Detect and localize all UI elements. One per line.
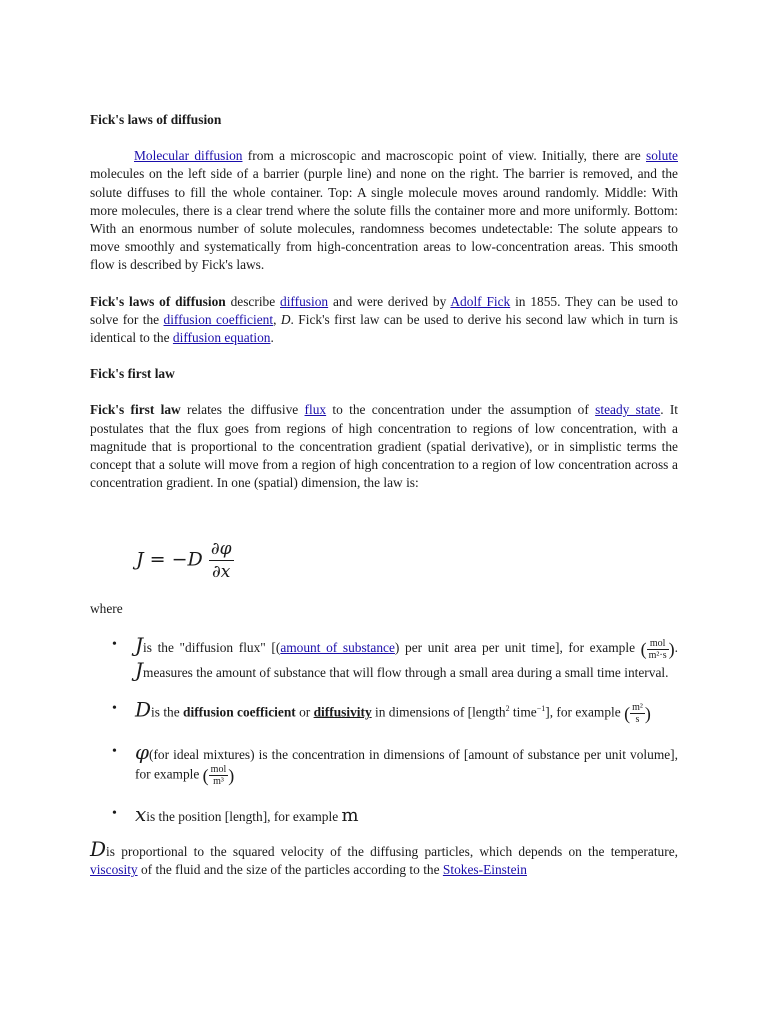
laws-bold-term: Fick's laws of diffusion <box>90 293 226 309</box>
paragraph-text: is proportional to the squared velocity of the diffusing particles, which depends on the temperature, <box>106 844 678 860</box>
first-law-paragraph <box>90 401 678 492</box>
intro-paragraph <box>90 147 678 274</box>
list-item-diffusion-coefficient: • Dis the diffusion coefficient or diffusivity in dimensions of [length$^2$ time$^{-1}$], for example ( $\frac{\text{m²}}{s}$ ) <box>112 697 651 725</box>
link-solute[interactable]: solute <box>646 148 678 164</box>
first-law-bold-term: Fick's first law <box>90 402 181 418</box>
unit-fraction <box>630 702 645 725</box>
link-steady-state[interactable]: steady state <box>595 402 661 418</box>
first-law-text: to the concentration under the assumption of <box>326 402 596 418</box>
list-text: ) per unit area per unit time], for example <box>394 640 641 656</box>
link-flux[interactable]: flux <box>304 402 327 418</box>
math-variable: D <box>135 697 152 722</box>
list-text: measures the amount of substance that will flow through a small area during a small time interval. <box>143 664 669 680</box>
bullet-icon: • <box>112 700 117 716</box>
list-text: time <box>509 704 537 720</box>
fraction-numerator: m² <box>632 701 643 713</box>
link-stokes-einstein[interactable]: Stokes-Einstein <box>442 862 527 878</box>
list-item-concentration: • φ(for ideal mixtures) is the concentration in dimensions of [amount of substance per unit volume], for example ( $\frac{\text{mol}}{\text{m³}}$ ) <box>112 739 678 787</box>
laws-text: . Fick's first law can be used to derive his second law which in turn is identical to the <box>90 311 678 346</box>
ficks-first-law-equation <box>136 538 234 583</box>
intro-text-1: from a microscopic and macroscopic point of view. Initially, there are <box>242 148 646 164</box>
laws-paragraph <box>90 293 678 348</box>
laws-text: in 1855. They can be used to solve for the <box>90 293 679 327</box>
document-content <box>90 111 678 492</box>
variable-list <box>90 633 678 826</box>
fraction-denominator: m²·s <box>648 649 667 661</box>
equation-denominator: ∂x <box>211 562 231 582</box>
paragraph-text: of the fluid and the size of the particles according to the <box>137 862 443 878</box>
link-diffusivity[interactable]: diffusivity <box>313 704 372 720</box>
list-text: ], for example <box>545 704 625 720</box>
math-variable: J <box>135 633 144 658</box>
math-variable: D <box>280 311 291 327</box>
list-text: is the "diffusion flux" [( <box>143 640 281 656</box>
bullet-icon: • <box>112 743 117 759</box>
laws-text: , <box>273 311 281 327</box>
unit-fraction <box>209 764 229 787</box>
section-heading: Fick's laws of diffusion <box>90 112 222 127</box>
first-law-text: . It postulates that the flux goes from regions of high concentration to regions of low concentration, with a magnitude that is proportional to the concentration gradient (spatial derivative), or in simplistic terms the concept that a solute will move from a region of high concentration to a region of low concentration across a concentration gradient. In one (spatial) dimension, the law is: <box>90 402 679 491</box>
bullet-icon: • <box>112 805 117 821</box>
equation-lhs: J = −D <box>136 548 203 571</box>
list-item-position <box>90 801 678 826</box>
link-viscosity[interactable]: viscosity <box>90 862 138 878</box>
math-variable: J <box>135 657 144 682</box>
where-block <box>90 600 678 880</box>
where-label: where <box>90 601 123 616</box>
bold-term: diffusion coefficient <box>183 704 296 720</box>
math-variable: D <box>90 837 107 862</box>
link-diffusion[interactable]: diffusion <box>280 293 329 309</box>
bullet-icon: • <box>112 637 117 653</box>
list-text: (for ideal mixtures) is the concentration in dimensions of [amount of substance per unit volume], for example <box>135 746 678 782</box>
subsection-heading: Fick's first law <box>90 366 175 382</box>
fraction-numerator: mol <box>647 638 669 650</box>
unit-fraction <box>647 638 669 661</box>
fraction-denominator: m³ <box>213 775 224 787</box>
fraction-numerator: mol <box>210 763 227 775</box>
list-text: is the <box>151 704 184 720</box>
link-diffusion-equation[interactable]: diffusion equation <box>172 330 271 346</box>
superscript: 2 <box>505 703 510 713</box>
equation-fraction <box>209 538 234 583</box>
math-variable: x <box>135 801 147 826</box>
diffusivity-paragraph <box>90 837 678 879</box>
list-item-flux: • Jis the "diffusion flux" [(amount of substance) per unit area per unit time], for example ( $\frac{\text{mol}}{\text{m²·s}}$ ). Jmeasures the amount of substance that will flow through a small area during a small time interval. <box>112 633 678 682</box>
math-variable: φ <box>135 739 150 764</box>
fraction-denominator: s <box>635 713 640 725</box>
list-text: or <box>295 704 314 720</box>
laws-text: describe <box>225 293 281 309</box>
link-diffusion-coefficient[interactable]: diffusion coefficient <box>163 311 274 327</box>
superscript: −1 <box>536 703 546 713</box>
link-adolf-fick[interactable]: Adolf Fick <box>450 293 511 309</box>
laws-text: . <box>270 330 274 346</box>
list-text: in dimensions of [length <box>371 704 506 720</box>
link-amount-of-substance[interactable]: amount of substance <box>280 640 395 656</box>
link-molecular-diffusion[interactable]: Molecular diffusion <box>134 148 243 164</box>
first-law-text: relates the diffusive <box>180 402 305 418</box>
unit-symbol: m <box>341 804 359 826</box>
list-text: is the position [length], for example <box>146 808 342 824</box>
laws-text: and were derived by <box>328 293 451 309</box>
equation-numerator: ∂φ <box>210 539 232 559</box>
intro-text-2: molecules on the left side of a barrier (purple line) and none on the right. The barrier is removed, and the solute diffuses to fill the whole container. Top: A single molecule moves around randomly. Middle: With more molecules, there is a clear trend where the solute fills the container more and more uniformly. Bottom: With an enormous number of solute molecules, randomness becomes undetectable: The solute appears to move smoothly and systematically from high-concentration areas to low-concentration areas. This smooth flow is described by Fick's laws. <box>90 166 678 273</box>
